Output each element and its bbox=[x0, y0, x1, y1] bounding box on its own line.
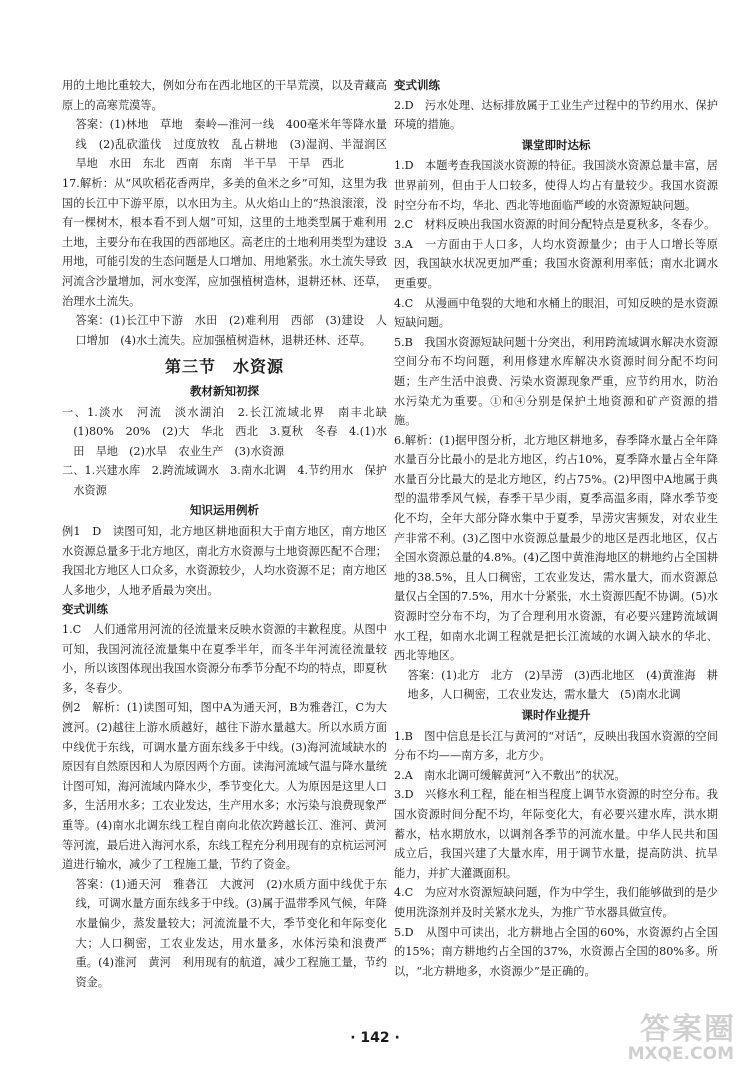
analysis-17: 17.解析：从“风吹稻花香两岸，多美的鱼米之乡”可知，这里为我国的长江中下游平原，以水田为主。从火焰山上的“热浪滚滚，没有一棵树木，根本看不到人烟”可知，这里的土地类型属于难利用土地，主要分布在我国的西部地区。高老庄的土地利用类型为建设用地，可能引发的生态问题是人口增加、用地紧张。水土流失导致河流含沙量增加，河水变浑，应加强植树造林，退耕还林、还草，治理水土流失。 bbox=[62, 176, 387, 308]
knowledge-list-1: 一、1.淡水 河流 淡水湖泊 2.长江流域北界 南丰北缺 (1)80% 20% (2)大 华北 西北 3.夏秋 冬春 4.(1)水田 旱地 (2)水旱 农业生产 (3)水资源 bbox=[62, 405, 399, 458]
subheading-variant-training: 变式训练 bbox=[62, 602, 108, 617]
subheading-homework: 课时作业提升 bbox=[521, 708, 591, 722]
homework-3: 3.D 兴修水利工程，能在相当程度上调节水资源的时空分布。我国水资源时间分配不均，年际变化大，有必要兴建水库，洪水期蓄水，枯水期放水，以调剂各季节的河流水量。中华人民共和国成立后，我国兴建了大量水库，用于调节水量，提高防洪、抗旱能力，并扩大灌溉面积。 bbox=[394, 788, 718, 880]
check-6-analysis: 6.解析：(1)据甲图分析，北方地区耕地多，春季降水量占全年降水量百分比最小的是北方地区，约占10%，夏季降水量占全年降水量百分比最大的是北方地区，约占75%。(2)甲图中A地属于典型的温带季风气候，春季干旱少雨，夏季高温多雨，降水季节变化不均，全年大部分降水集中于夏季，旱涝灾害频发，对农业生产非常不利。(3)乙图中水资源总量最少的地区是西北地区，仅占全国水资源总量的4.8%。(4)乙图中黄淮海地区的耕地约占全国耕地的38.5%，且人口稠密，工农业发达，需水量大，而水资源总量仅占全国的7.5%，用水十分紧张，水土资源匹配不协调。(5)水资源时空分布不均，为了合理利用水资源，有必要兴建跨流域调水工程，如南水北调工程就是把长江流域的水调入缺水的华北、西北等地区。 bbox=[394, 433, 718, 663]
answer-17: 答案：(1)长江中下游 水田 (2)难利用 西部 (3)建设 人口增加 (4)水土流失。应加强植树造林，退耕还林、还草。 bbox=[75, 314, 387, 347]
answer-example-2: 答案：(1)通天河 雅砻江 大渡河 (2)水质方面中线优于东线，可调水量方面东线多于中线。(3)属于温带季风气候，年降水量偏少，蒸发量较大；河流流量不大，季节变化和年际变化大；人口稠密，工农业发达，用水量多，水体污染和浪费严重。(4)淮河 黄河 利用现有的航道，减少工程施工量，节约资金。 bbox=[75, 877, 387, 989]
subheading-class-check: 课堂即时达标 bbox=[521, 137, 591, 152]
homework-4: 4.C 为应对水资源短缺问题，作为中学生，我们能够做到的是少使用洗涤剂并及时关紧水龙头，为推广节水器具做宣传。 bbox=[394, 886, 718, 919]
answer-16: 答案：(1)林地 草地 秦岭—淮河一线 400毫米年等降水量线 (2)乱砍滥伐 过度放牧 乱占耕地 (3)湿润、半湿润区 旱地 水田 东北 西南 东南 半干旱 干旱 西北 bbox=[75, 118, 399, 171]
example-1: 例1 D 读图可知，北方地区耕地面积大于南方地区，南方地区水资源总量多于北方地区，南北方水资源与土地资源匹配不合理；我国北方地区人口众多，水资源较少，人均水资源不足；南方地区人多地少，人地矛盾最为突出。 bbox=[62, 525, 387, 597]
example-2: 例2 解析：(1)读图可知，图中A为通天河，B为雅砻江，C为大渡河。(2)越往上游水质越好，越往下游水量越大。所以水质方面中线优于东线，可调水量方面东线多于中线。(3)海河流域缺水的原因有自然原因和人为原因两个方面。读海河流域气温与降水量统计图可知，海河流域内降水少，季节变化大。人为原因是这里人口多，生活用水多；工农业发达，生产用水多；水污染与浪费现象严重等。(4)南水北调东线工程自南向北依次跨越长江、淮河、黄河等河流，最后进入海河水系，东线工程充分利用现有的京杭运河河道进行输水，减少了工程施工量，节约了资金。 bbox=[62, 701, 387, 872]
watermark-url: MXQE.COM bbox=[627, 1044, 734, 1064]
watermark-text: 答案圈 bbox=[640, 1012, 736, 1047]
right-column bbox=[394, 76, 718, 981]
subheading-examples: 知识运用例析 bbox=[190, 503, 259, 518]
homework-5: 5.D 从图中可读出，北方耕地占全国的60%，水资源约占全国的15%；南方耕地约占全国的37%，水资源占全国的80%多。所以，“北方耕地多，水资源少”是正确的。 bbox=[394, 925, 718, 978]
subheading-variant-training-2: 变式训练 bbox=[394, 78, 440, 92]
section-title: 第三节 水资源 bbox=[164, 357, 284, 377]
knowledge-list-2: 二、1.兴建水库 2.跨流域调水 3.南水北调 4.节约用水 保护水资源 bbox=[62, 464, 387, 497]
check-2: 2.C 材料反映出我国水资源的时间分配特点是夏秋多，冬春少。 bbox=[394, 218, 716, 232]
check-3: 3.A 一方面由于人口多，人均水资源量少；由于人口增长等原因，我国缺水状况更加严重；我国水资源利用率低；南水北调水更重要。 bbox=[394, 237, 718, 290]
homework-2: 2.A 南水北调可缓解黄河“入不敷出”的状况。 bbox=[394, 768, 626, 782]
check-5: 5.B 我国水资源短缺问题十分突出，利用跨流域调水解决水资源空间分布不均问题，利用修建水库解决水资源时间分配不均问题；生产生活中浪费、污染水资源现象严重，应节约用水，防治水污染尤为重要。①和④分别是保护土地资源和矿产资源的措施。 bbox=[394, 335, 718, 428]
left-column bbox=[62, 76, 399, 992]
watermark-logo bbox=[572, 1000, 742, 1070]
variant-1: 1.C 人们通常用河流的径流量来反映水资源的丰歉程度。从图中可知，我国河流径流量集中在夏季半年，而冬半年河流径流量较小，所以该图体现出我国水资源分布季节分配不均的特点，即夏秋多，冬春少。 bbox=[62, 623, 387, 695]
subheading-textbook: 教材新知初探 bbox=[190, 383, 259, 398]
homework-1: 1.B 图中信息是长江与黄河的“对话”，反映出我国水资源的空间分布不均——南方多，北方少。 bbox=[394, 729, 718, 763]
variant-2: 2.D 污水处理、达标排放属于工业生产过程中的节约用水、保护环境的措施。 bbox=[394, 98, 718, 132]
page-number: · 142 · bbox=[350, 1030, 400, 1046]
check-1: 1.D 本题考查我国淡水资源的特征。我国淡水资源总量丰富，居世界前列，但由于人口较多，使得人均占有量较少。我国水资源时空分布不均，华北、西北等地面临严峻的水资源短缺问题。 bbox=[394, 159, 718, 212]
check-4: 4.C 从漫画中龟裂的大地和水桶上的眼泪，可知反映的是水资源短缺问题。 bbox=[394, 296, 718, 330]
paragraph-land-type-end: 用的土地比重较大，例如分布在西北地区的干旱荒漠，以及青藏高原上的高寒荒漠等。 bbox=[62, 79, 387, 112]
check-6-answer: 答案：(1)北方 北方 (2)旱涝 (3)西北地区 (4)黄淮海 耕地多，人口稠密，工农业发达，需水量大 (5)南水北调 bbox=[407, 668, 718, 702]
